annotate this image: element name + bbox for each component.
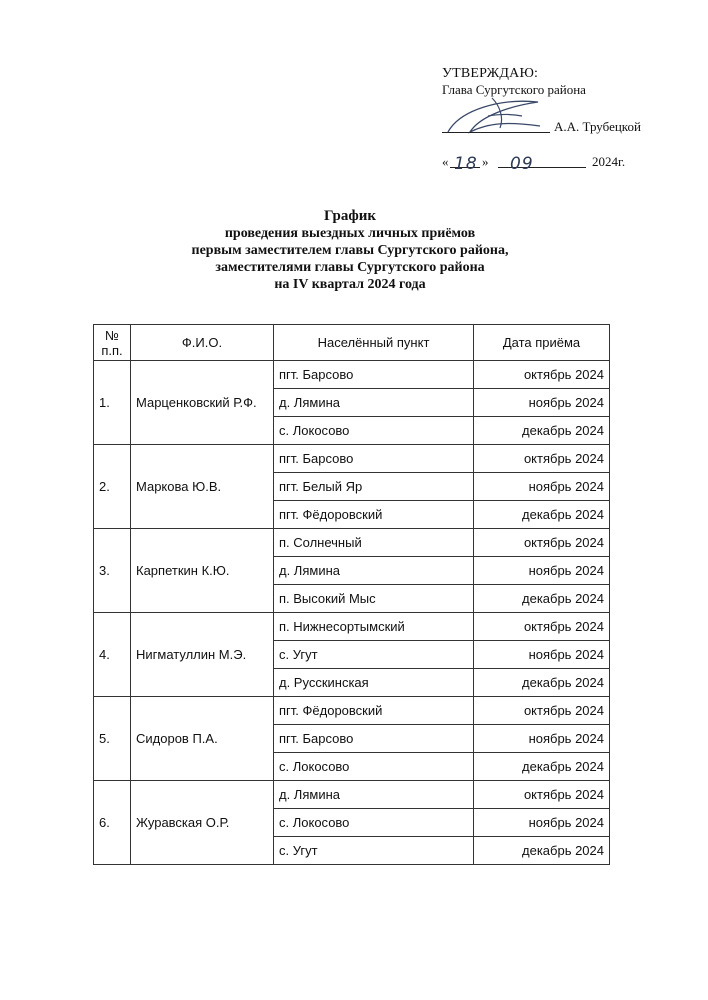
header-date: Дата приёма — [474, 325, 610, 361]
visit-date: ноябрь 2024 — [474, 641, 610, 669]
header-num-line-1: № — [105, 327, 119, 343]
group-number: 2. — [94, 445, 131, 529]
group-number: 3. — [94, 529, 131, 613]
approval-date — [442, 150, 692, 174]
visit-place: пгт. Фёдоровский — [274, 697, 474, 725]
visit-place: с. Угут — [274, 641, 474, 669]
visit-place: пгт. Барсово — [274, 725, 474, 753]
visit-place: пгт. Барсово — [274, 361, 474, 389]
header-num-line-2: п.п. — [101, 342, 123, 358]
visit-date: ноябрь 2024 — [474, 557, 610, 585]
signature-line — [442, 118, 692, 136]
table-row — [94, 781, 610, 809]
approve-word: УТВЕРЖДАЮ: — [442, 66, 539, 81]
table-row — [94, 697, 610, 725]
title-line-3: первым заместителем главы Сургутского района, — [191, 243, 509, 258]
visit-place: п. Солнечный — [274, 529, 474, 557]
visit-place: пгт. Белый Яр — [274, 473, 474, 501]
date-month: 09 — [510, 154, 534, 174]
table-row — [94, 613, 610, 641]
visit-date: октябрь 2024 — [474, 697, 610, 725]
header-num — [94, 325, 131, 361]
official-name: Нигматуллин М.Э. — [131, 613, 274, 697]
signatory-name: А.А. Трубецкой — [554, 119, 641, 134]
visit-date: ноябрь 2024 — [474, 725, 610, 753]
header-row — [94, 325, 610, 361]
approver-position: Глава Сургутского района — [442, 82, 586, 97]
date-open-quote: « — [442, 154, 449, 169]
table-row — [94, 445, 610, 473]
visit-date: ноябрь 2024 — [474, 473, 610, 501]
signature-underline — [442, 132, 550, 133]
title-line-2: проведения выездных личных приёмов — [224, 226, 476, 241]
official-name: Маркова Ю.В. — [131, 445, 274, 529]
visit-place: пгт. Барсово — [274, 445, 474, 473]
header-fio: Ф.И.О. — [131, 325, 274, 361]
visit-date: декабрь 2024 — [474, 753, 610, 781]
visit-place: д. Лямина — [274, 389, 474, 417]
group-number: 6. — [94, 781, 131, 865]
visit-place: с. Локосово — [274, 417, 474, 445]
official-name: Журавская О.Р. — [131, 781, 274, 865]
visit-date: ноябрь 2024 — [474, 389, 610, 417]
visit-date: декабрь 2024 — [474, 837, 610, 865]
group-number: 4. — [94, 613, 131, 697]
visit-place: пгт. Фёдоровский — [274, 501, 474, 529]
visit-place: с. Локосово — [274, 753, 474, 781]
official-name: Сидоров П.А. — [131, 697, 274, 781]
table-row — [94, 529, 610, 557]
visit-date: октябрь 2024 — [474, 613, 610, 641]
visit-date: ноябрь 2024 — [474, 809, 610, 837]
visit-date: декабрь 2024 — [474, 501, 610, 529]
visit-place: п. Нижнесортымский — [274, 613, 474, 641]
visit-place: с. Локосово — [274, 809, 474, 837]
date-year: 2024г. — [592, 154, 626, 169]
table-row — [94, 361, 610, 389]
visit-place: с. Угут — [274, 837, 474, 865]
title-line-1: График — [323, 208, 377, 224]
document-title — [90, 208, 610, 293]
title-line-4: заместителями главы Сургутского района — [215, 260, 485, 275]
official-name: Марценковский Р.Ф. — [131, 361, 274, 445]
official-name: Карпеткин К.Ю. — [131, 529, 274, 613]
visit-date: октябрь 2024 — [474, 361, 610, 389]
header-place: Населённый пункт — [274, 325, 474, 361]
title-line-5: на IV квартал 2024 года — [274, 277, 426, 292]
visit-date: октябрь 2024 — [474, 781, 610, 809]
date-day: 18 — [454, 154, 478, 174]
visit-place: д. Лямина — [274, 781, 474, 809]
visit-place: д. Лямина — [274, 557, 474, 585]
visit-date: декабрь 2024 — [474, 585, 610, 613]
group-number: 1. — [94, 361, 131, 445]
schedule-table — [93, 324, 610, 865]
group-number: 5. — [94, 697, 131, 781]
visit-date: октябрь 2024 — [474, 529, 610, 557]
visit-place: п. Высокий Мыс — [274, 585, 474, 613]
visit-date: декабрь 2024 — [474, 669, 610, 697]
date-close-quote: » — [482, 154, 489, 169]
visit-date: декабрь 2024 — [474, 417, 610, 445]
visit-place: д. Русскинская — [274, 669, 474, 697]
visit-date: октябрь 2024 — [474, 445, 610, 473]
schedule-body — [94, 361, 610, 865]
